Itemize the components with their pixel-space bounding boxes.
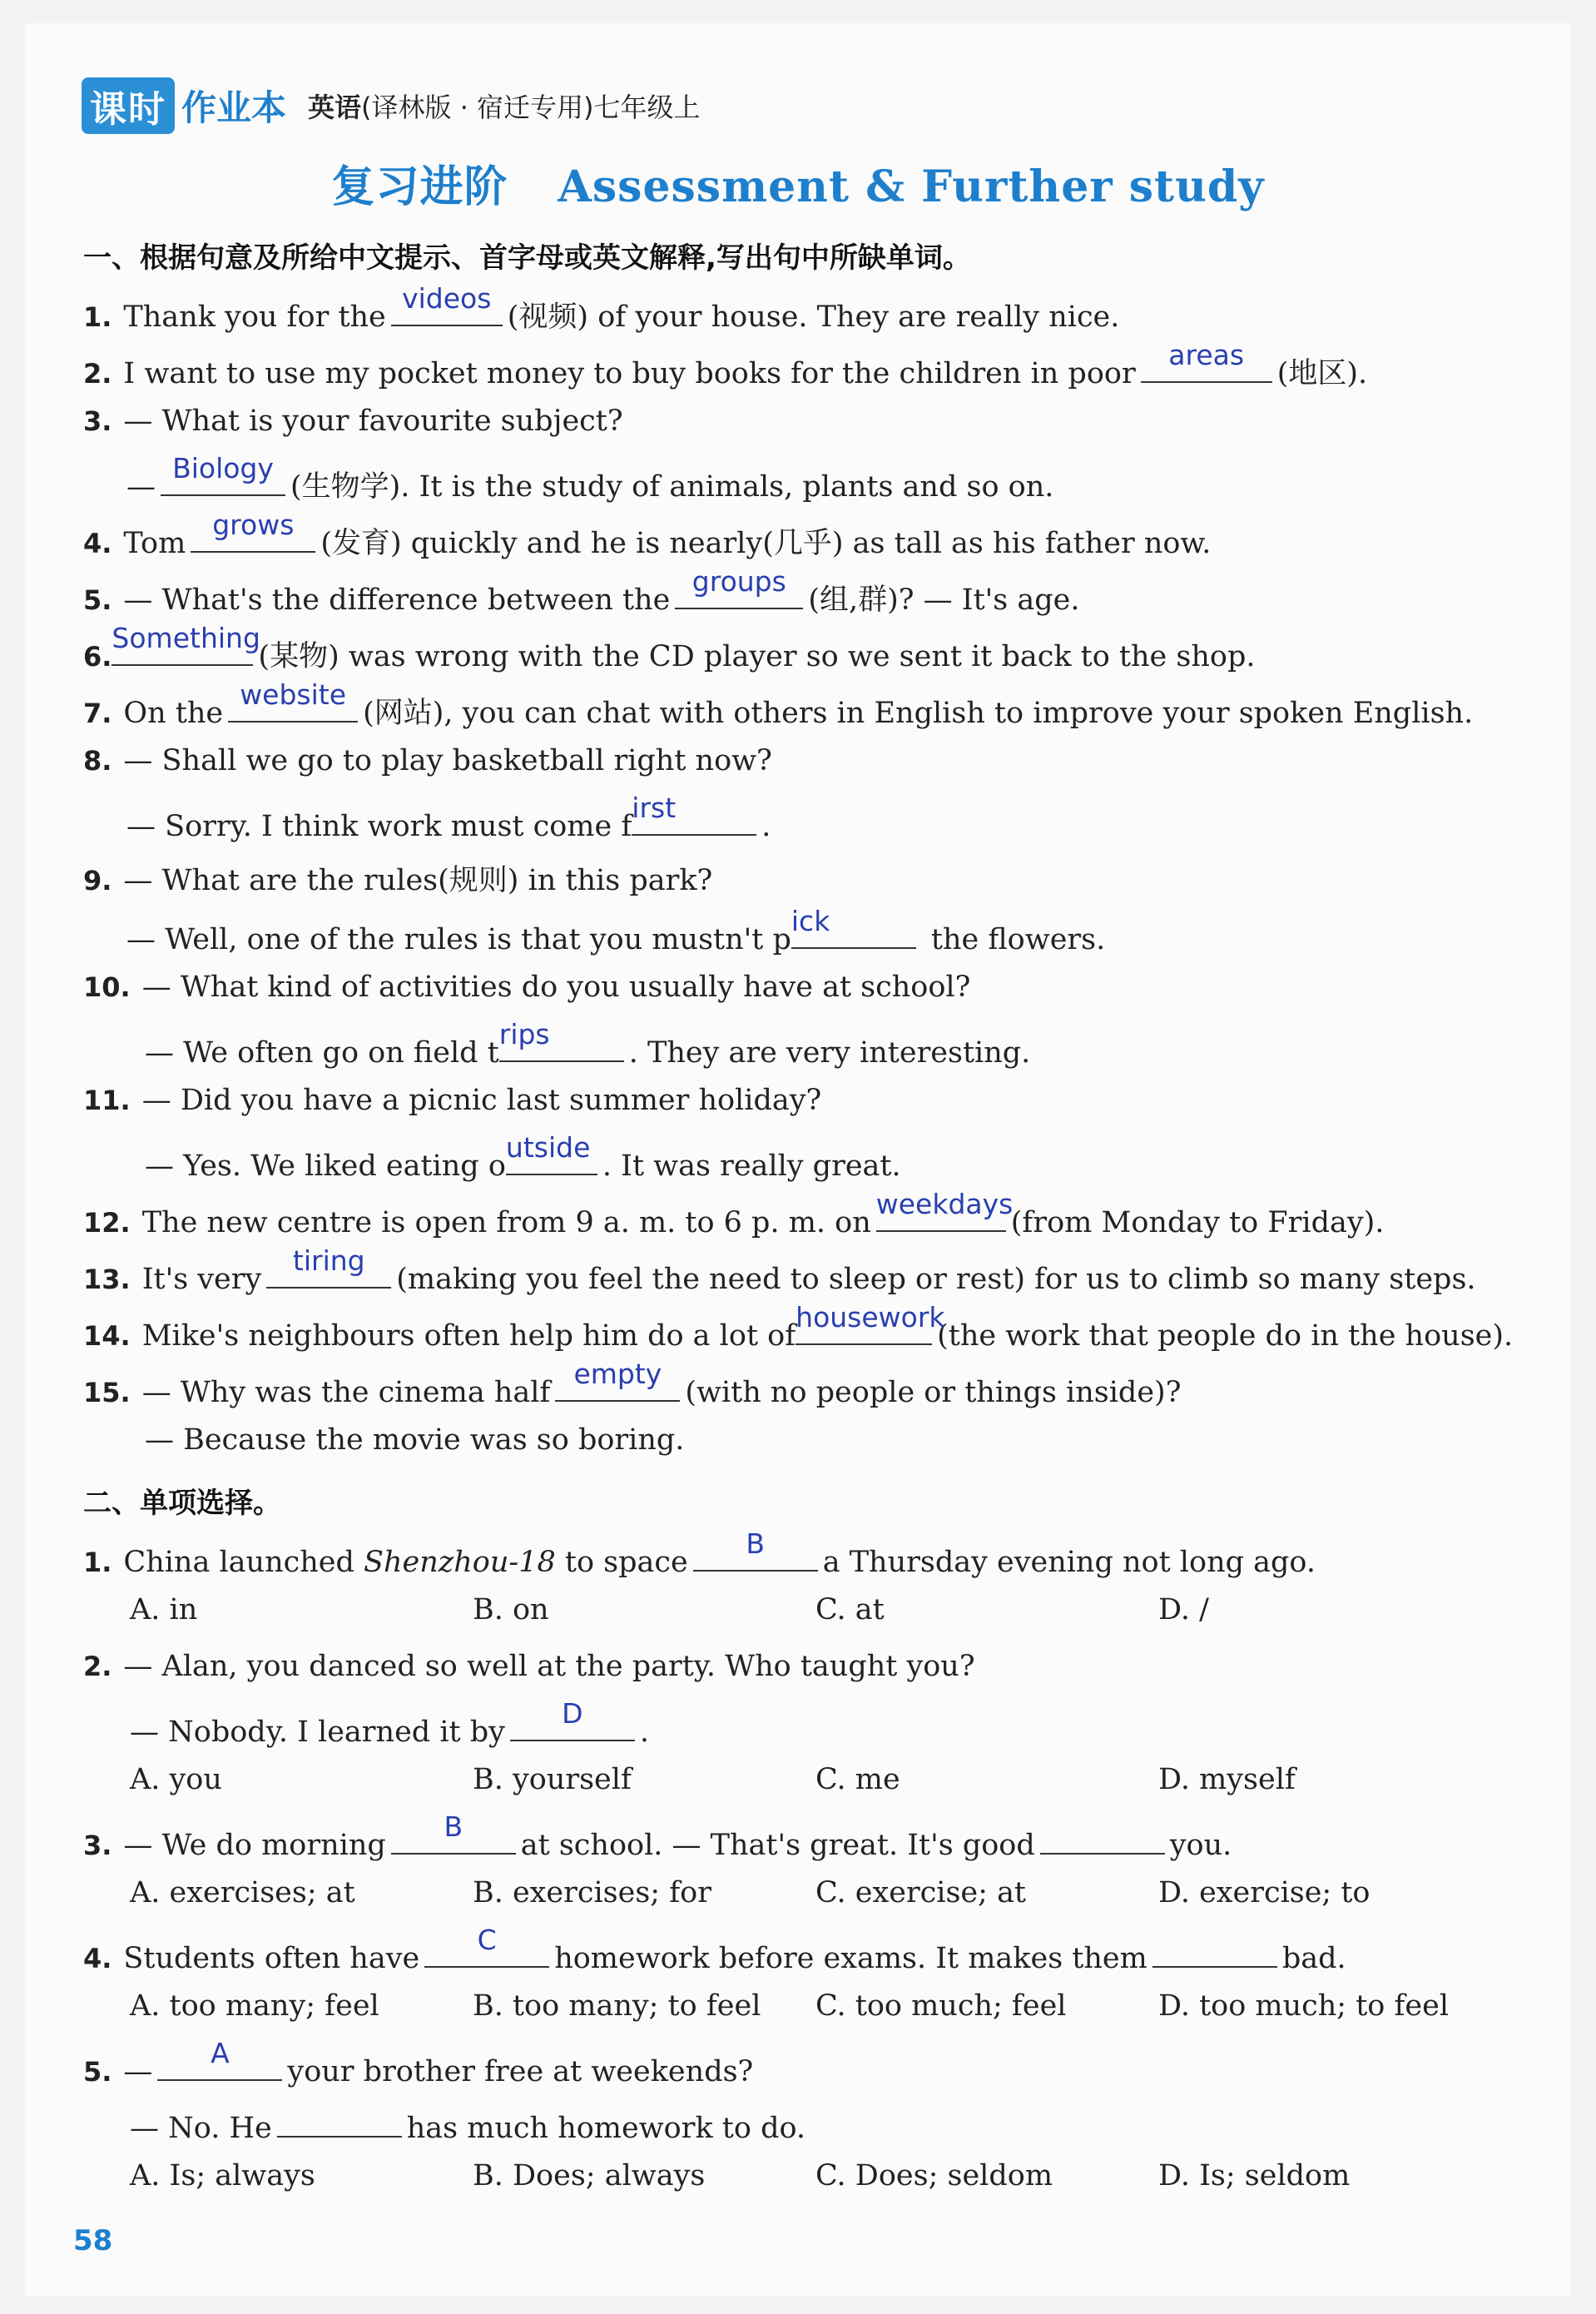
answer-blank[interactable]: C <box>424 1933 549 1968</box>
s2-question-1: 1. China launched Shenzhou-18 to space B a Thursday evening not long ago. <box>83 1527 1316 1579</box>
option-c[interactable]: C. me <box>815 1763 900 1796</box>
s1-question-1: 1. Thank you for the videos (视频) of your house. They are really nice. <box>83 282 1120 334</box>
answer-blank[interactable]: A <box>157 2046 282 2081</box>
option-a[interactable]: A. exercises; at <box>130 1876 355 1909</box>
book-header <box>82 77 701 135</box>
answer-blank[interactable]: ick <box>791 914 916 949</box>
option-b[interactable]: B. too many; to feel <box>473 1989 761 2023</box>
s1-question-8: 8. — Shall we go to play basketball right now? <box>83 744 772 777</box>
answer-blank[interactable]: tiring <box>266 1254 391 1289</box>
answer-blank[interactable]: rips <box>499 1027 624 1062</box>
option-a[interactable]: A. Is; always <box>130 2159 315 2192</box>
option-a[interactable]: A. you <box>130 1763 222 1796</box>
option-a[interactable]: A. too many; feel <box>130 1989 379 2023</box>
answer-blank-2[interactable] <box>1152 1933 1277 1968</box>
s2-question-3: 3. — We do morning B at school. — That's great. It's good you. <box>83 1810 1232 1862</box>
option-b[interactable]: B. Does; always <box>473 2159 706 2192</box>
s1-question-5: 5. — What's the difference between the groups (组,群)? — It's age. <box>83 565 1080 617</box>
answer-blank[interactable]: weekdays <box>876 1197 1006 1232</box>
s1-question-15: 15. — Why was the cinema half empty (with no people or things inside)? <box>83 1358 1182 1409</box>
answer-blank[interactable]: D <box>510 1706 635 1741</box>
option-d[interactable]: D. too much; to feel <box>1158 1989 1450 2023</box>
option-c[interactable]: C. Does; seldom <box>815 2159 1053 2192</box>
s2-question-5: 5. — A your brother free at weekends? <box>83 2037 754 2088</box>
s1-question-11-reply: — Yes. We liked eating o utside . It was really great. <box>145 1131 901 1183</box>
answer-blank[interactable]: Biology <box>161 461 285 496</box>
option-d[interactable]: D. myself <box>1158 1763 1296 1796</box>
answer-blank-2[interactable] <box>1040 1820 1165 1855</box>
option-c[interactable]: C. at <box>815 1593 885 1626</box>
option-b[interactable]: B. yourself <box>473 1763 632 1796</box>
s2-question-2-reply: — Nobody. I learned it by D . <box>130 1697 650 1749</box>
answer-blank[interactable]: areas <box>1141 348 1272 383</box>
answer-blank[interactable]: groups <box>675 574 803 609</box>
answer-blank[interactable]: utside <box>506 1140 597 1175</box>
answer-blank[interactable]: Something <box>112 631 253 666</box>
answer-blank[interactable]: B <box>693 1537 818 1572</box>
option-d[interactable]: D. / <box>1158 1593 1209 1626</box>
answer-blank[interactable]: B <box>391 1820 516 1855</box>
title-cn: 复习进阶 <box>331 161 508 212</box>
s1-question-9-reply: — Well, one of the rules is that you mustn't p ick the flowers. <box>126 905 1106 956</box>
series-name: 作业本 <box>181 87 287 128</box>
subject-label: 英语(译林版 · 宿迁专用)七年级上 <box>308 92 701 123</box>
s2-question-4: 4. Students often have C homework before exams. It makes them bad. <box>83 1924 1346 1975</box>
title-en: Assessment & Further study <box>558 161 1265 212</box>
option-d[interactable]: D. Is; seldom <box>1158 2159 1351 2192</box>
answer-blank[interactable]: website <box>228 688 358 723</box>
answer-blank[interactable]: housework <box>796 1310 932 1345</box>
option-b[interactable]: B. on <box>473 1593 549 1626</box>
s1-question-3-reply: — Biology (生物学). It is the study of animals, plants and so on. <box>126 452 1054 504</box>
s1-question-2: 2. I want to use my pocket money to buy books for the children in poor areas (地区). <box>83 339 1368 390</box>
s1-question-4: 4. Tom grows (发育) quickly and he is nearly(几乎) as tall as his father now. <box>83 509 1212 560</box>
section2-heading: 二、单项选择。 <box>83 1487 281 1520</box>
s2-question-5-reply: — No. He has much homework to do. <box>130 2103 805 2145</box>
answer-blank[interactable]: grows <box>191 518 315 553</box>
s1-question-10: 10. — What kind of activities do you usually have at school? <box>83 971 971 1004</box>
s1-question-6: 6. Something (某物) was wrong with the CD player so we sent it back to the shop. <box>83 622 1256 673</box>
section1-heading: 一、根据句意及所给中文提示、首字母或英文解释,写出句中所缺单词。 <box>83 241 971 275</box>
s1-question-14: 14. Mike's neighbours often help him do a lot of housework (the work that people do in the house). <box>83 1301 1514 1353</box>
s1-question-15-reply: — Because the movie was so boring. <box>145 1423 685 1457</box>
page-number: 58 <box>73 2224 113 2257</box>
s1-question-11: 11. — Did you have a picnic last summer holiday? <box>83 1084 822 1117</box>
s1-question-13: 13. It's very tiring (making you feel the need to sleep or rest) for us to climb so many steps. <box>83 1244 1476 1296</box>
option-d[interactable]: D. exercise; to <box>1158 1876 1370 1909</box>
option-b[interactable]: B. exercises; for <box>473 1876 711 1909</box>
s1-question-10-reply: — We often go on field t rips . They are very interesting. <box>145 1018 1031 1070</box>
s1-question-3: 3. — What is your favourite subject? <box>83 405 623 438</box>
s1-question-8-reply: — Sorry. I think work must come f irst . <box>126 792 771 843</box>
page-title <box>0 151 1596 214</box>
answer-blank[interactable] <box>277 2103 402 2138</box>
s2-question-2: 2. — Alan, you danced so well at the party. Who taught you? <box>83 1650 975 1683</box>
s1-question-12: 12. The new centre is open from 9 a. m. to 6 p. m. on weekdays (from Monday to Friday). <box>83 1188 1385 1239</box>
answer-blank[interactable]: empty <box>555 1367 680 1402</box>
answer-blank[interactable]: irst <box>632 801 756 836</box>
option-c[interactable]: C. too much; feel <box>815 1989 1067 2023</box>
option-a[interactable]: A. in <box>130 1593 198 1626</box>
s1-question-9: 9. — What are the rules(规则) in this park? <box>83 864 713 897</box>
series-logo: 课时 <box>82 77 175 134</box>
option-c[interactable]: C. exercise; at <box>815 1876 1026 1909</box>
s1-question-7: 7. On the website (网站), you can chat with others in English to improve your spoken English. <box>83 678 1474 730</box>
answer-blank[interactable]: videos <box>391 291 503 326</box>
